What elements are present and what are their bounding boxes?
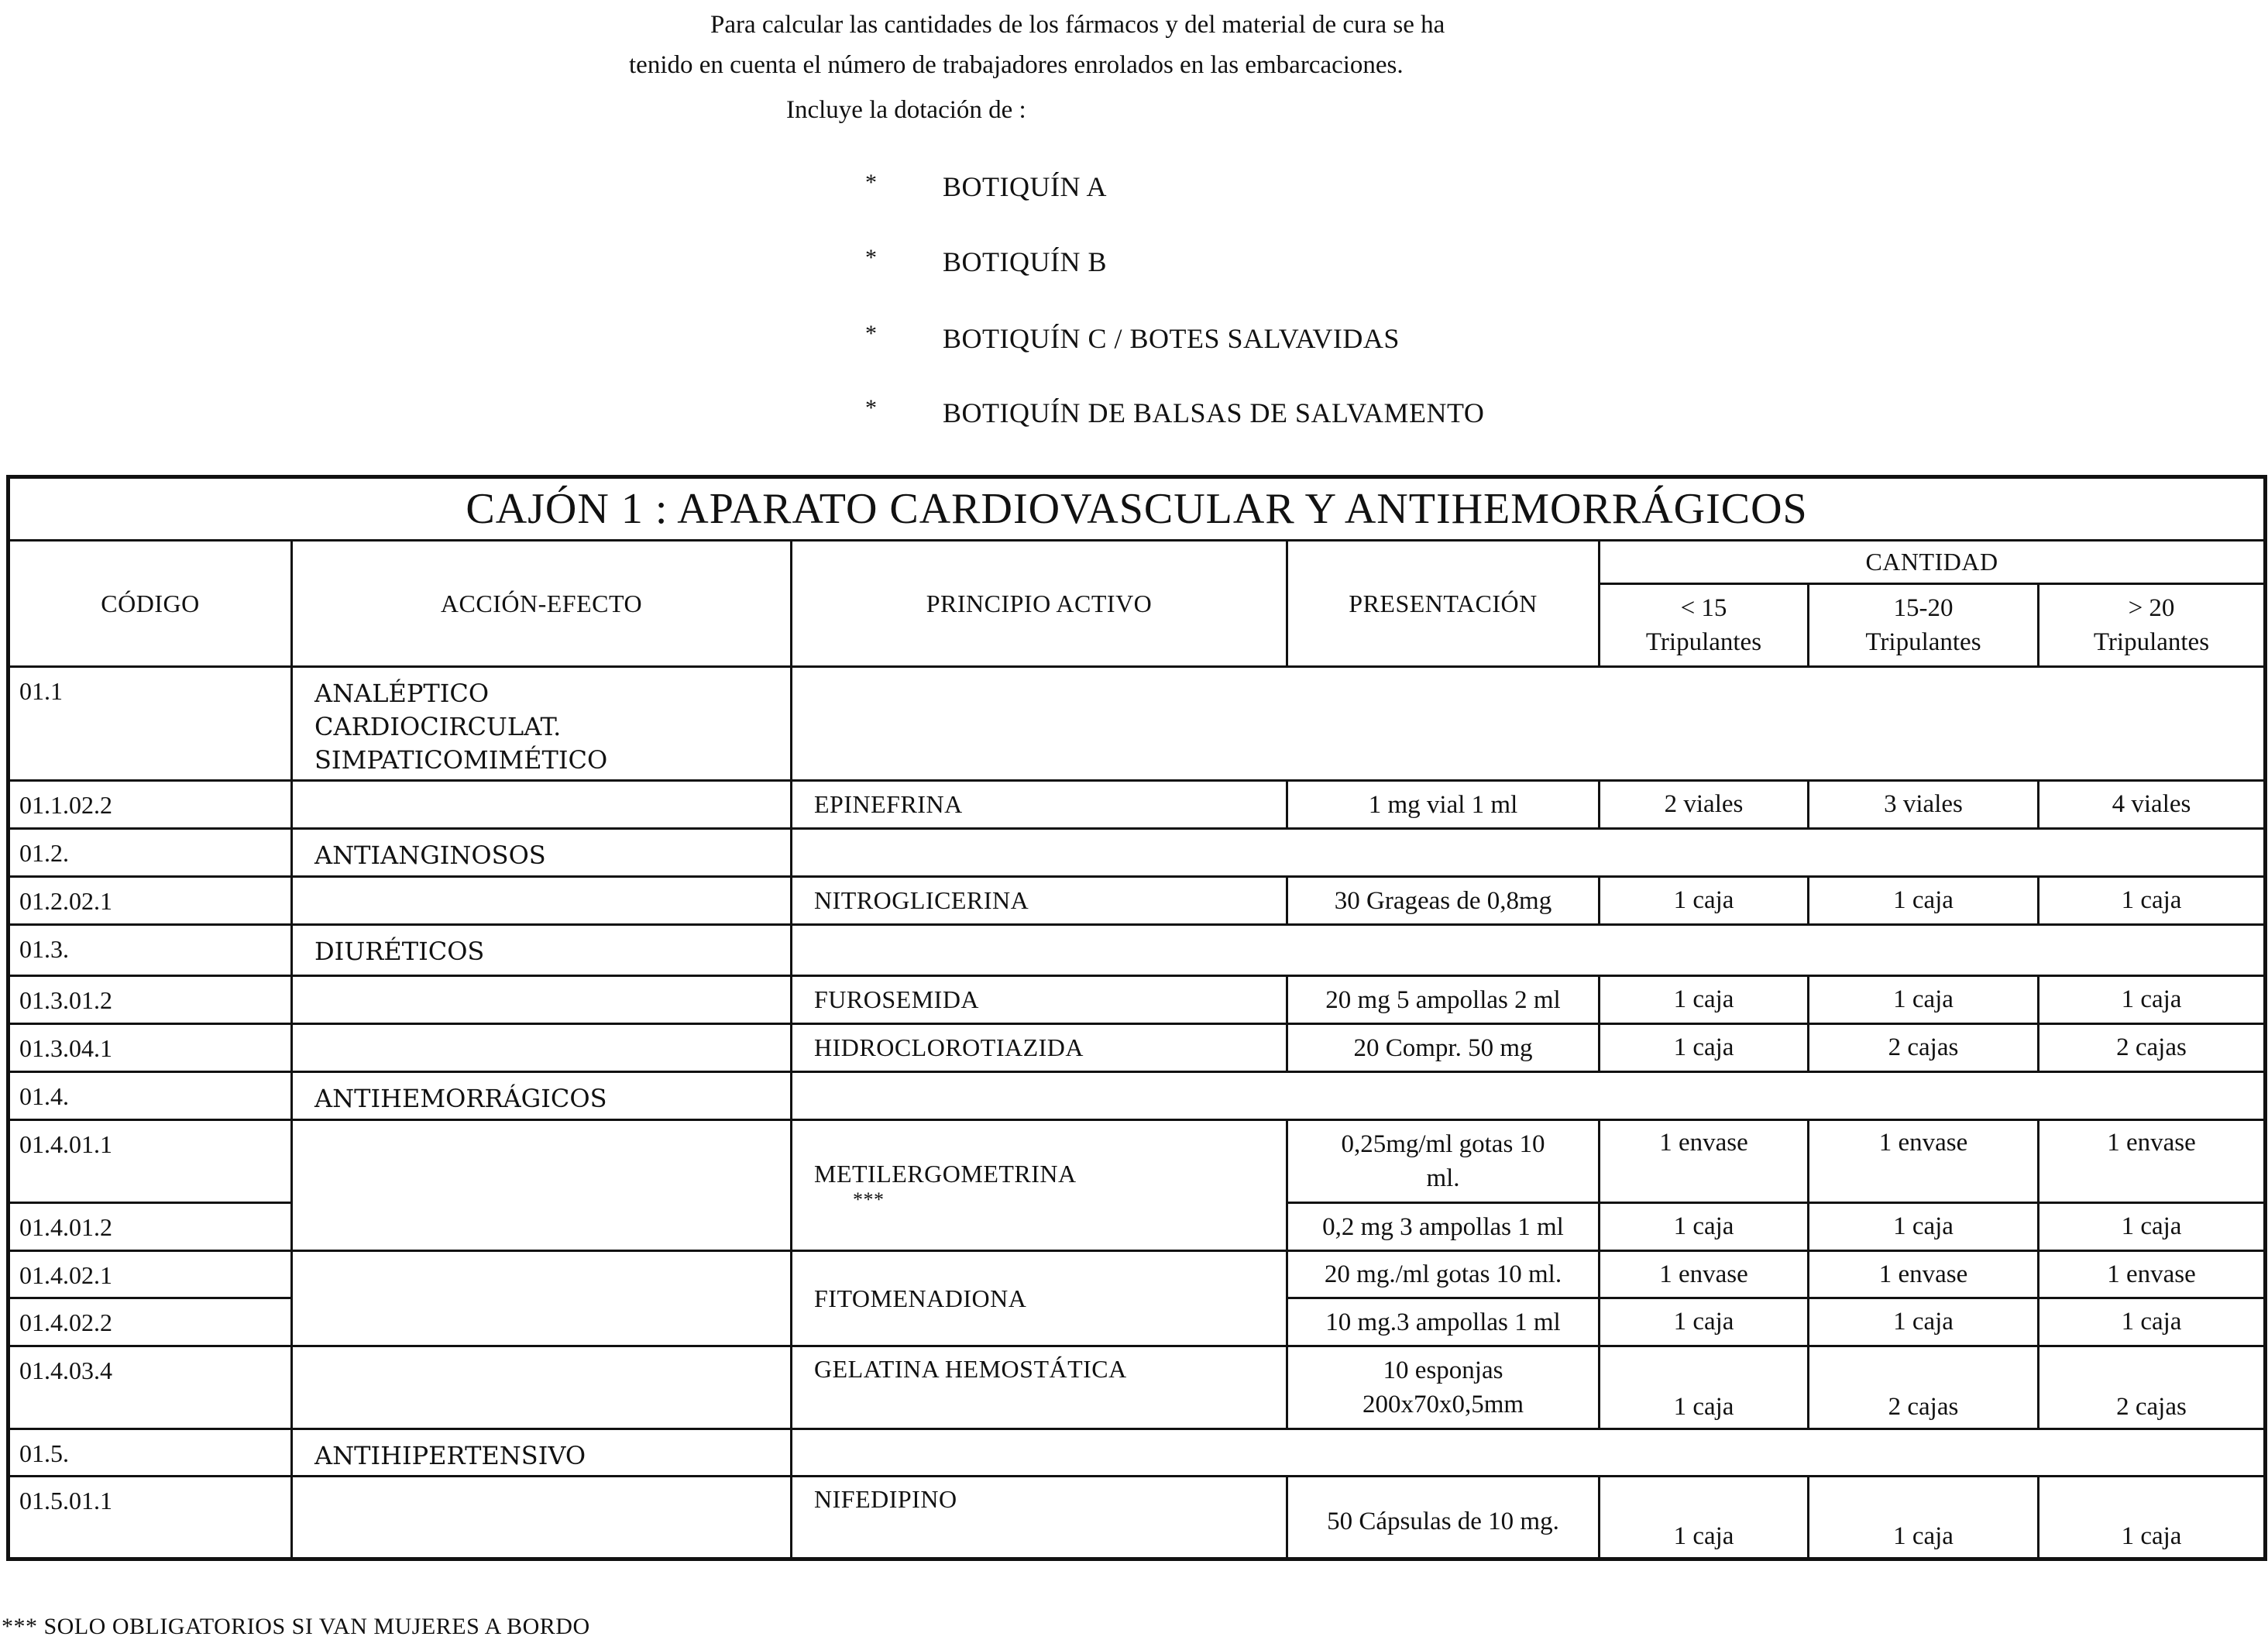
table-row [9,1346,2266,1429]
row-qty-15-20: 1 caja [1809,1477,2039,1559]
group-name: ANTIHEMORRÁGICOS [292,1072,792,1120]
table-row [9,1251,2266,1298]
row-code: 01.3.01.2 [9,976,292,1024]
group-blank-cell [792,1429,2266,1477]
row-drug-name: METILERGOMETRINA [814,1159,1077,1188]
row-qty-lt15: 1 caja [1600,1298,1809,1346]
row-qty-15-20: 1 envase [1809,1120,2039,1203]
row-code: 01.4.03.4 [9,1346,292,1429]
row-qty-15-20: 2 cajas [1809,1024,2039,1072]
row-action-cell [292,1346,792,1429]
table-row [9,877,2266,925]
table-row [9,1477,2266,1559]
row-qty-15-20: 1 caja [1809,1203,2039,1251]
row-qty-gt20: 1 envase [2039,1120,2266,1203]
row-action-cell [292,1120,792,1251]
row-drug [792,1120,1287,1251]
intro-line-3: Incluye la dotación de : [786,96,1026,124]
bullet-marker: * [865,245,877,270]
group-blank-cell [792,829,2266,877]
table-row [9,781,2266,829]
group-name [292,667,792,781]
row-qty-gt20: 2 cajas [2039,1024,2266,1072]
row-presentation-line: ml. [1426,1164,1460,1192]
row-qty-15-20: 1 caja [1809,877,2039,925]
header-qty-15-20-value: 15-20 [1893,594,1954,622]
row-code: 01.4.02.2 [9,1298,292,1346]
bullet-marker: * [865,395,877,421]
row-drug: EPINEFRINA [792,781,1287,829]
row-presentation: 0,2 mg 3 ampollas 1 ml [1287,1203,1600,1251]
footnote: *** SOLO OBLIGATORIOS SI VAN MUJERES A BORDO [2,1614,590,1639]
row-qty-lt15: 1 envase [1600,1251,1809,1298]
group-code: 01.1 [9,667,292,781]
header-qty-gt20-value: > 20 [2128,594,2175,622]
header-presentation: PRESENTACIÓN [1287,541,1600,667]
table-row [9,1024,2266,1072]
row-code: 01.3.04.1 [9,1024,292,1072]
group-blank-cell [792,925,2266,976]
kit-item: BOTIQUÍN C / BOTES SALVAVIDAS [943,323,1400,354]
row-drug-note: *** [853,1188,885,1211]
table-row [9,976,2266,1024]
header-qty-lt15-unit: Tripulantes [1645,628,1762,656]
header-qty-gt20 [2039,584,2266,667]
row-qty-gt20: 1 envase [2039,1251,2266,1298]
group-name: DIURÉTICOS [292,925,792,976]
row-presentation-line: 200x70x0,5mm [1362,1391,1524,1418]
group-name: ANTIANGINOSOS [292,829,792,877]
row-action-cell [292,1251,792,1346]
table-row [9,1120,2266,1203]
kit-item: BOTIQUÍN DE BALSAS DE SALVAMENTO [943,397,1485,428]
row-qty-lt15: 1 caja [1600,1477,1809,1559]
row-presentation: 20 mg./ml gotas 10 ml. [1287,1251,1600,1298]
drug-table [6,475,2267,1561]
row-presentation [1287,1346,1600,1429]
row-qty-gt20: 1 caja [2039,1203,2266,1251]
row-code: 01.4.01.1 [9,1120,292,1203]
group-name: ANTIHIPERTENSIVO [292,1429,792,1477]
group-code: 01.5. [9,1429,292,1477]
row-drug: FUROSEMIDA [792,976,1287,1024]
header-code: CÓDIGO [9,541,292,667]
table-title: CAJÓN 1 : APARATO CARDIOVASCULAR Y ANTIHEMORRÁGICOS [9,477,2266,541]
row-qty-lt15: 2 viales [1600,781,1809,829]
row-qty-lt15: 1 envase [1600,1120,1809,1203]
row-drug: HIDROCLOROTIAZIDA [792,1024,1287,1072]
row-qty-lt15: 1 caja [1600,1346,1809,1429]
row-code: 01.5.01.1 [9,1477,292,1559]
row-drug: NIFEDIPINO [792,1477,1287,1559]
row-presentation: 50 Cápsulas de 10 mg. [1287,1477,1600,1559]
header-active: PRINCIPIO ACTIVO [792,541,1287,667]
row-qty-lt15: 1 caja [1600,1024,1809,1072]
row-qty-15-20: 1 envase [1809,1251,2039,1298]
row-drug: FITOMENADIONA [792,1251,1287,1346]
row-code: 01.4.02.1 [9,1251,292,1298]
row-qty-gt20: 1 caja [2039,1477,2266,1559]
kit-item: BOTIQUÍN B [943,246,1107,277]
row-drug: NITROGLICERINA [792,877,1287,925]
row-qty-lt15: 1 caja [1600,1203,1809,1251]
row-presentation: 1 mg vial 1 ml [1287,781,1600,829]
row-qty-lt15: 1 caja [1600,976,1809,1024]
row-qty-lt15: 1 caja [1600,877,1809,925]
header-qty-15-20 [1809,584,2039,667]
row-qty-15-20: 1 caja [1809,976,2039,1024]
intro-line-2: tenido en cuenta el número de trabajadores enrolados en las embarcaciones. [629,51,1404,79]
group-code: 01.4. [9,1072,292,1120]
row-qty-gt20: 2 cajas [2039,1346,2266,1429]
header-action: ACCIÓN-EFECTO [292,541,792,667]
row-action-cell [292,976,792,1024]
row-qty-15-20: 1 caja [1809,1298,2039,1346]
group-code: 01.3. [9,925,292,976]
row-qty-gt20: 1 caja [2039,1298,2266,1346]
row-code: 01.4.01.2 [9,1203,292,1251]
row-action-cell [292,877,792,925]
group-name-line: SIMPATICOMIMÉTICO [314,745,608,775]
row-qty-gt20: 1 caja [2039,877,2266,925]
bullet-marker: * [865,321,877,346]
row-drug: GELATINA HEMOSTÁTICA [792,1346,1287,1429]
row-code: 01.1.02.2 [9,781,292,829]
group-name-line: ANALÉPTICO [314,679,490,708]
intro-line-1: Para calcular las cantidades de los fármacos y del material de cura se ha [710,11,1445,39]
row-presentation: 20 mg 5 ampollas 2 ml [1287,976,1600,1024]
row-action-cell [292,1024,792,1072]
row-presentation-line: 10 esponjas [1383,1356,1503,1384]
group-blank-cell [792,1072,2266,1120]
header-qty-lt15 [1600,584,1809,667]
row-qty-gt20: 4 viales [2039,781,2266,829]
row-code: 01.2.02.1 [9,877,292,925]
header-qty-15-20-unit: Tripulantes [1865,628,1981,656]
row-presentation-line: 0,25mg/ml gotas 10 [1341,1130,1545,1158]
header-qty-lt15-value: < 15 [1680,594,1727,622]
header-quantity: CANTIDAD [1600,541,2266,584]
row-qty-15-20: 3 viales [1809,781,2039,829]
group-name-line: CARDIOCIRCULAT. [314,712,562,741]
header-qty-gt20-unit: Tripulantes [2093,628,2210,656]
kit-item: BOTIQUÍN A [943,171,1107,202]
row-presentation [1287,1120,1600,1203]
row-presentation: 20 Compr. 50 mg [1287,1024,1600,1072]
row-action-cell [292,1477,792,1559]
row-qty-gt20: 1 caja [2039,976,2266,1024]
row-presentation: 10 mg.3 ampollas 1 ml [1287,1298,1600,1346]
row-action-cell [292,781,792,829]
bullet-marker: * [865,170,877,195]
row-presentation: 30 Grageas de 0,8mg [1287,877,1600,925]
group-blank-cell [792,667,2266,781]
group-code: 01.2. [9,829,292,877]
row-qty-15-20: 2 cajas [1809,1346,2039,1429]
